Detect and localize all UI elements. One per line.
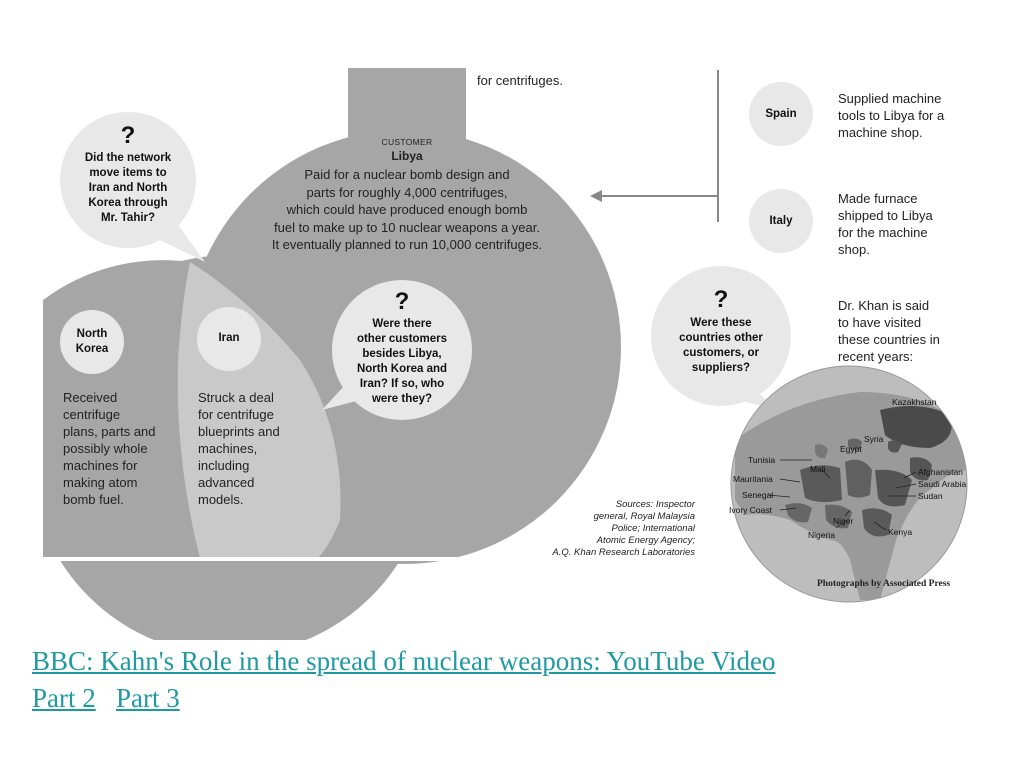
- customer-line: Paid for a nuclear bomb design and: [304, 167, 510, 182]
- question-line: customers, or: [682, 347, 760, 359]
- question-line: Were there: [372, 318, 432, 330]
- khan-visits-text: Dr. Khan is said to have visited these countries in recent years:: [838, 298, 940, 364]
- map-label-mali: Mali: [810, 464, 826, 474]
- question-line: other customers: [356, 333, 448, 345]
- question-line: Were these: [690, 317, 752, 329]
- question-line: Korea through: [88, 197, 168, 209]
- question-line: Iran? If so, who: [359, 378, 445, 390]
- customer-libya-block: [232, 136, 582, 254]
- map-label-kazakhstan: Kazakhstan: [892, 397, 937, 407]
- question-line: Mr. Tahir?: [100, 212, 156, 224]
- iran-description: Struck a deal for centrifuge blueprints and machines, including advanced models.: [198, 390, 280, 507]
- customer-line: It eventually planned to run 10,000 centrifuges.: [271, 237, 543, 252]
- iran-label: Iran: [218, 332, 240, 344]
- spain-description: Supplied machine tools to Libya for a machine shop.: [838, 91, 945, 140]
- top-text-fragment: for centrifuges.: [477, 73, 563, 88]
- customer-line: fuel to make up to 10 nuclear weapons a year.: [274, 219, 540, 235]
- map-label-ivory-coast: Ivory Coast: [729, 505, 772, 515]
- sources-note: Sources: Inspector general, Royal Malaysia Police; International Atomic Energy Agency; A.Q. Khan Research Laboratories: [552, 499, 695, 558]
- question-line: besides Libya,: [362, 348, 442, 360]
- customer-line: which could have produced enough bomb: [286, 202, 528, 217]
- italy-description: Made furnace shipped to Libya for the machine shop.: [838, 191, 933, 257]
- question-line: Iran and North: [88, 182, 168, 194]
- italy-label: Italy: [769, 215, 793, 227]
- question-line: Did the network: [84, 152, 172, 164]
- video-links: [32, 643, 1012, 717]
- question-line: North Korea and: [356, 363, 448, 375]
- customer-tag: CUSTOMER: [381, 137, 433, 147]
- question-customers: [336, 290, 468, 407]
- question-countries: [658, 288, 784, 376]
- customer-line: parts for roughly 4,000 centrifuges,: [306, 184, 508, 200]
- question-line: were they?: [371, 393, 433, 405]
- question-mark-icon: ?: [394, 288, 410, 315]
- north-korea-label: North Korea: [75, 328, 109, 355]
- question-mark-icon: ?: [713, 286, 729, 313]
- bbc-video-link[interactable]: BBC: Kahn's Role in the spread of nuclear weapons: YouTube Video: [32, 646, 776, 676]
- map-label-senegal: Senegal: [742, 490, 774, 500]
- north-korea-description: Received centrifuge plans, parts and possibly whole machines for making atom bomb fuel.: [63, 390, 156, 507]
- customer-name: Libya: [391, 149, 423, 163]
- question-line: countries other: [679, 332, 763, 344]
- spain-label: Spain: [765, 108, 797, 120]
- map-label-saudi-arabia: Saudi Arabia: [918, 479, 967, 489]
- map-label-egypt: Egypt: [840, 444, 862, 454]
- map-label-sudan: Sudan: [918, 491, 943, 501]
- map-label-syria: Syria: [864, 434, 884, 444]
- map-label-mauritania: Mauritania: [733, 474, 773, 484]
- part-3-link[interactable]: Part 3: [116, 683, 180, 713]
- map-label-kenya: Kenya: [888, 527, 913, 537]
- map-label-tunisia: Tunisia: [748, 455, 776, 465]
- map-label-nigeria: Nigeria: [808, 530, 835, 540]
- map-label-afghanistan: Afghanistan: [918, 467, 963, 477]
- photo-credit: Photographs by Associated Press: [817, 579, 951, 589]
- part-2-link[interactable]: Part 2: [32, 683, 96, 713]
- question-line: move items to: [89, 167, 167, 179]
- map-label-niger: Niger: [833, 516, 854, 526]
- question-mark-icon: ?: [120, 122, 136, 149]
- question-line: suppliers?: [691, 362, 751, 374]
- question-tahir: [68, 124, 188, 226]
